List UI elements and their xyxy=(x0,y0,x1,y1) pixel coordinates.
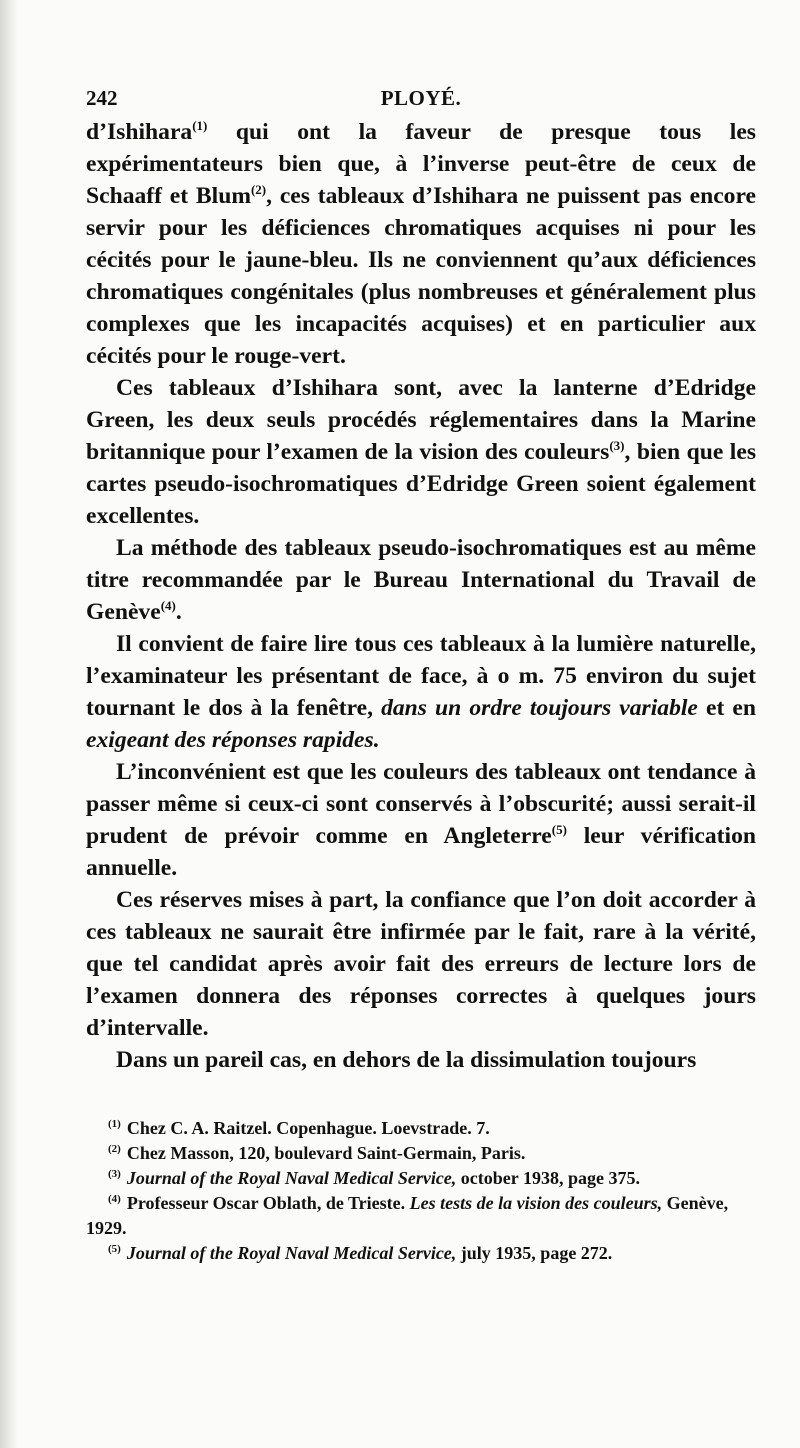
footnote-journal-title: Journal of the Royal Naval Medical Service, xyxy=(126,1168,457,1188)
footnote-ref-4: (4) xyxy=(160,598,176,614)
footnotes xyxy=(86,1116,756,1266)
footnote-ref-3: (3) xyxy=(609,438,625,454)
p3-text-a: La méthode des tableaux pseudo-isochromatiques est au même titre recommandée par le Bureau International du Travail de Genève xyxy=(86,535,756,625)
footnote-marker: (2) xyxy=(108,1143,121,1155)
footnote-ref-2: (2) xyxy=(250,182,267,198)
body-text xyxy=(86,116,756,1076)
footnote-text: Chez C. A. Raitzel. Copenhague. Loevstrade. 7. xyxy=(126,1118,490,1138)
footnote-3 xyxy=(86,1166,756,1191)
footnote-marker: (5) xyxy=(108,1243,121,1255)
footnote-text-end: Genève, 1929. xyxy=(86,1193,729,1238)
footnote-journal-title: Journal of the Royal Naval Medical Service, xyxy=(126,1243,457,1263)
paragraph-4 xyxy=(86,628,756,756)
paragraph-3 xyxy=(86,532,756,628)
footnote-text: Chez Masson, 120, boulevard Saint-Germain, Paris. xyxy=(126,1143,526,1163)
footnote-text: october 1938, page 375. xyxy=(456,1168,640,1188)
running-head xyxy=(86,80,756,116)
p4-italic-1: dans un ordre toujours variable xyxy=(381,695,698,721)
footnote-1 xyxy=(86,1116,756,1141)
p4-italic-2: exigeant des réponses rapides. xyxy=(86,727,380,753)
page-edge-shadow xyxy=(0,0,18,1448)
footnote-marker: (1) xyxy=(108,1118,121,1130)
footnote-marker: (3) xyxy=(108,1168,121,1180)
p1-text-a: d’Ishihara xyxy=(86,119,193,145)
p5-text-b: leur vérification annuelle. xyxy=(86,823,756,881)
header-title: PLOYÉ. xyxy=(380,86,462,110)
p1-text-c: , ces tableaux d’Ishihara ne puissent pas encore servir pour les déficiences chromatiques acquises ni pour les cécités pour le jaune-bleu. Ils ne conviennent qu’aux déficiences chromatiques congénitales (plus nombreuses et généralement plus complexes que les incapacités acquises) et en particulier aux cécités pour le rouge-vert. xyxy=(86,183,756,369)
footnote-text: july 1935, page 272. xyxy=(456,1243,613,1263)
paragraph-6: Ces réserves mises à part, la confiance que l’on doit accorder à ces tableaux ne saurait être infirmée par le fait, rare à la vérité, que tel candidat après avoir fait des erreurs de lecture lors de l’examen donnera des réponses correctes à quelques jours d’intervalle. xyxy=(86,887,756,1041)
paragraph-7: Dans un pareil cas, en dehors de la dissimulation toujours xyxy=(116,1047,697,1073)
paragraph-5 xyxy=(86,756,756,884)
p2-text-a: Ces tableaux d’Ishihara sont, avec la lanterne d’Edridge Green, les deux seuls procédés réglementaires dans la Marine britannique pour l’examen de la vision des couleurs xyxy=(86,375,756,465)
footnote-4 xyxy=(86,1191,756,1241)
footnote-2 xyxy=(86,1141,756,1166)
p4-text-a: Il convient de faire lire tous ces tableaux à la lumière naturelle, l’examinateur les présentant de face, à o m. 75 environ du sujet tournant le dos à la fenêtre, xyxy=(86,631,756,721)
page-number: 242 xyxy=(86,86,118,110)
p1-text-b: qui ont la faveur de presque tous les expérimentateurs bien que, à l’inverse peut-être de ceux de Schaaff et Blum xyxy=(86,119,756,209)
paragraph-1 xyxy=(86,116,756,372)
footnote-text: Professeur Oscar Oblath, de Trieste. xyxy=(126,1193,410,1213)
paragraph-2 xyxy=(86,372,756,532)
p5-text-a: L’inconvénient est que les couleurs des tableaux ont tendance à passer même si ceux-ci sont conservés à l’obscurité; aussi serait-il prudent de prévoir comme en Angleterre xyxy=(86,759,756,849)
p2-text-b: , bien que les cartes pseudo-isochromatiques d’Edridge Green soient également excellentes. xyxy=(86,439,756,529)
footnote-ref-1: (1) xyxy=(192,118,208,134)
p4-text-b: et en xyxy=(697,695,756,721)
footnote-ref-5: (5) xyxy=(551,822,567,838)
footnote-5 xyxy=(86,1241,756,1266)
p3-text-b: . xyxy=(175,599,182,625)
footnote-work-title: Les tests de la vision des couleurs, xyxy=(409,1193,663,1213)
footnote-marker: (4) xyxy=(108,1193,121,1205)
